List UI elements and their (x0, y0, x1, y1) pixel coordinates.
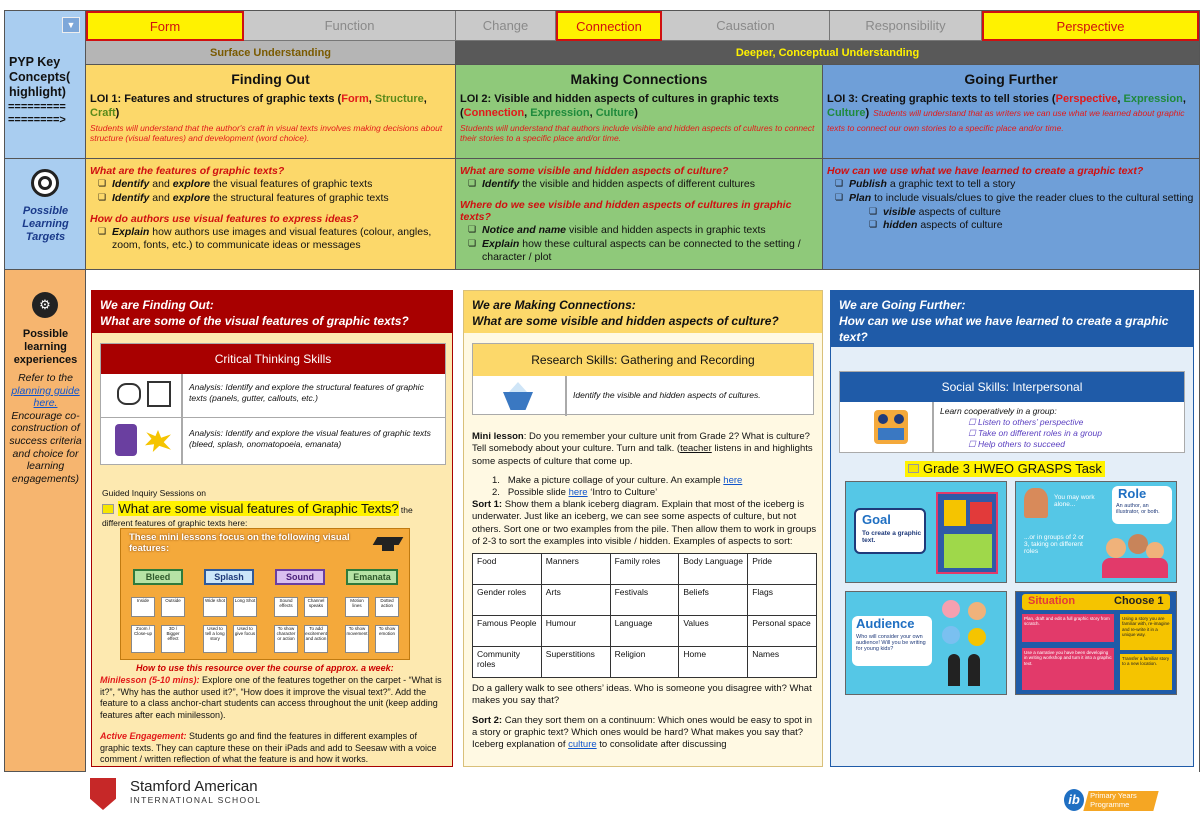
loi2-description: Students will understand that authors include visible and hidden aspects of cultures to connect their stories to a specific place and/or time. (460, 122, 815, 144)
culture-table-row (473, 554, 817, 585)
features-text: different features of graphic texts here: (102, 518, 248, 529)
gallery-walk-text: Do a gallery walk to see others’ ideas. Who is someone you disagree with? What makes you say that? (472, 683, 812, 707)
target-subitem: ❏ hidden aspects of culture (883, 219, 1195, 231)
target-item: ❏ Identify and explore the structural features of graphic texts (112, 192, 451, 205)
pyp-badge (1083, 791, 1158, 811)
target-question: What are the features of graphic texts? (90, 165, 285, 177)
loi3-heading: LOI 3: Creating graphic texts to tell stories (Perspective, Expression, Culture) Students will understand that as writers we can use what we learned about graphic texts to connect our own stories to a specific place and/or time. (827, 93, 1186, 133)
concept-perspective[interactable]: Perspective (982, 11, 1199, 41)
concept-function[interactable]: Function (244, 11, 456, 41)
children-image (1102, 532, 1168, 578)
sub-box: Channel speaks (304, 597, 328, 617)
research-skills-title: Research Skills: Gathering and Recording (473, 344, 813, 376)
burst-icon (145, 430, 171, 452)
intro-slide-link[interactable]: here (568, 487, 588, 498)
card-going-further (830, 290, 1194, 767)
active-engagement-text: Active Engagement: Students go and find the features in different examples of graphic texts. They can capture these on their iPads and add to Seesaw with a voice comment / written reflection of what the feature is and how it works. (100, 731, 437, 765)
loi3-title: Going Further (964, 71, 1058, 87)
collage-example-link[interactable]: here (723, 475, 743, 486)
social-skills-title: Social Skills: Interpersonal (840, 372, 1184, 402)
loi1-cell (86, 65, 456, 159)
culture-table-cell: Manners (541, 554, 610, 585)
dropdown-toggle-icon[interactable]: ▼ (62, 17, 80, 33)
visual-features-link[interactable]: What are some visual features of Graphic Texts? (118, 501, 399, 516)
feature-emanata: Emanata (346, 569, 398, 585)
target-question: Where do we see visible and hidden aspects of cultures in graphic texts? (460, 199, 792, 224)
graduation-cap-icon (375, 533, 401, 553)
loi2-title: Making Connections (570, 71, 708, 87)
possible-learning-targets-label: Possible Learning Targets (22, 205, 69, 244)
experience-icon: ⚙ (32, 292, 58, 318)
feature-bleed: Bleed (133, 569, 183, 585)
comic-collage-image (936, 492, 998, 574)
school-subtitle: INTERNATIONAL SCHOOL (130, 795, 262, 805)
culture-table-cell: Gender roles (473, 585, 542, 616)
target-item: ❏ Publish a graphic text to tell a story (849, 178, 1195, 191)
loi3-cell (823, 65, 1199, 159)
sub-box: To show emotion (375, 625, 399, 653)
target-item: ❏ Explain how these cultural aspects can be connected to the setting / character / plot (482, 238, 818, 264)
targets-col2 (456, 159, 823, 270)
sub-box: Used to give focus (233, 625, 257, 653)
culture-table-cell: Home (679, 647, 748, 678)
loi1-heading: LOI 1: Features and structures of graphic texts (Form, Structure, Craft) (90, 93, 427, 120)
culture-table-cell: Personal space (748, 616, 817, 647)
culture-table-cell: Pride (748, 554, 817, 585)
role-alone-text: You may work alone... (1054, 494, 1095, 508)
how-to-use-heading: How to use this resource over the course of approx. a week: (136, 663, 394, 673)
sub-box: Outside (161, 597, 185, 617)
person-icon (1024, 488, 1048, 518)
culture-table-cell: Flags (748, 585, 817, 616)
tablet-icon (115, 424, 137, 456)
culture-table-row (473, 616, 817, 647)
iceberg-explanation-text: Iceberg explanation of culture to consolidate after discussing (472, 739, 727, 750)
situation-title: Situation (1028, 595, 1076, 607)
loi1-description: Students will understand that the author's craft in visual texts involves making decisions about structure (visual features) and development (word choice). (90, 122, 443, 144)
bullet-listen: ☐ Listen to others’ perspective (968, 417, 1084, 427)
target-subitem: ❏ visible aspects of culture (883, 206, 1195, 218)
critical-thinking-box (100, 343, 446, 465)
culture-table-row (473, 647, 817, 678)
card3-header: We are Going Further: How can we use what we have learned to create a graphic text? (831, 291, 1193, 347)
group-icon (874, 410, 908, 444)
minilesson-text: Minilesson (5-10 mins): Explore one of the features together on the carpet - “What is it?”, “Why has the author used it?”, “How does it improve the visual text?”. Add the feature to a class anchor-chart students can access throughout the unit (keep adding features after each minilesson). (100, 675, 442, 720)
culture-table-cell: Body Language (679, 554, 748, 585)
sub-box: To show character or action (274, 625, 298, 653)
concept-responsibility[interactable]: Responsibility (830, 11, 982, 41)
arrow-text: ========= ========> (8, 101, 66, 127)
sub-box: Motion lines (345, 597, 369, 617)
side-pyp-cell (5, 11, 86, 159)
culture-table-cell: Arts (541, 585, 610, 616)
situation-option: Using a story you are familiar with, re-imagine and re-write it in a unique way. (1120, 614, 1172, 650)
critical-thinking-title: Critical Thinking Skills (101, 344, 445, 374)
deeper-understanding-bar: Deeper, Conceptual Understanding (456, 41, 1199, 65)
role-text: An author, an illustrator, or both. (1116, 503, 1160, 515)
situation-option: Transfer a familiar story to a new location. (1120, 654, 1172, 690)
ib-logo-icon: ib (1064, 789, 1084, 811)
identify-aspects-text: Identify the visible and hidden aspects of cultures. (573, 390, 761, 400)
situation-option: Use a narrative you have been developing in writing workshop and turn it into a graphic text. (1022, 648, 1114, 690)
feature-sound: Sound (275, 569, 325, 585)
planning-guide-link[interactable]: planning guide here. (11, 384, 80, 410)
culture-table-cell: Humour (541, 616, 610, 647)
situation-tile (1015, 591, 1177, 695)
comic-panel-icon (117, 379, 173, 411)
targets-col3 (823, 159, 1199, 270)
culture-table-row (473, 585, 817, 616)
choose-one-label: Choose 1 (1114, 595, 1164, 607)
loi2-heading: LOI 2: Visible and hidden aspects of cultures in graphic texts (Connection, Expression, Culture) (460, 93, 779, 120)
targets-col1 (86, 159, 456, 270)
possible-learning-experiences-label: Possible learning experiences (13, 328, 78, 367)
features-poster (120, 528, 410, 660)
side-experiences-cell (5, 270, 86, 772)
concept-connection[interactable]: Connection (556, 11, 662, 41)
highlight-icon (102, 504, 114, 514)
target-item: ❏ Notice and name visible and hidden aspects in graphic texts (482, 224, 818, 237)
highlight-icon (908, 464, 919, 473)
concept-causation[interactable]: Causation (662, 11, 830, 41)
card-finding-out: We are Finding Out: What are some of the visual features of graphic texts? Critical Thinking Skills Analysis: Identify and explore the structural features of graphic texts (panels, gutter, callouts, etc.) Analysis: Identify and explore the visual features of graphic texts (bleed, splash, onomatopoeia, emanata) Guided Inquiry Sessions on What are some visual features of Graphic Texts? the different features of graphic texts here: These mini lessons focus on the following visual features: Bleed Splash Sound Emanata Inside Outside Wide shot Long Shot Sound effects Channel speaks Motion lines Dotted action Zoom / Close-up 3D / Bigger effect Used to tell a long story Used to give focus To show character or action To add excitement and action To show movement To show emotion How to use this resource over the course of approx. a week: Minilesson (5-10 mins): Explore one of the features together on the carpet - “What is it?”, “Why has the author used it?”, “How does it improve the visual text?”. Add the feature to a class anchor-chart students can access throughout the unit (keep adding features after each minilesson). Active Engagement: Students go and find the features in different examples of graphic texts. They can capture these on their iPads and add to Seesaw with a voice comment / written reflection of what the feature is and how it works. (91, 290, 453, 767)
target-question: What are some visible and hidden aspects of culture? (460, 165, 729, 177)
loi2-cell (456, 65, 823, 159)
role-groups-text: ...or in groups of 2 or 3, taking on different roles (1024, 534, 1084, 555)
role-tile (1015, 481, 1177, 583)
culture-aspects-table (472, 553, 817, 678)
side-targets-cell (5, 159, 86, 270)
situation-option: Plan, draft and edit a full graphic story from scratch. (1022, 614, 1114, 642)
culture-table-cell: Names (748, 647, 817, 678)
card1-header: We are Finding Out: What are some of the visual features of graphic texts? (92, 291, 452, 333)
bullet-help: ☐ Help others to succeed (968, 439, 1065, 449)
target-item: ❏ Explain how authors use images and visual features (colour, angles, zoom, fonts, etc.) to communicate ideas or messages (112, 226, 451, 252)
audience-tile (845, 591, 1007, 695)
culture-table-cell: Superstitions (541, 647, 610, 678)
culture-link[interactable]: culture (568, 739, 597, 750)
sub-box: To show movement (345, 625, 369, 653)
goal-tile (845, 481, 1007, 583)
sub-box: 3D / Bigger effect (161, 625, 185, 653)
poster-title: These mini lessons focus on the following visual features: (129, 532, 350, 554)
school-crest-icon (90, 778, 116, 810)
target-question: How can we use what we have learned to create a graphic text? (827, 165, 1144, 177)
research-skills-box (472, 343, 814, 415)
loi1-title: Finding Out (231, 71, 310, 87)
culture-table-cell: Festivals (610, 585, 679, 616)
slide-item: 2. Possible slide here ‘Intro to Culture’ (492, 487, 658, 498)
feature-splash: Splash (204, 569, 254, 585)
collage-item: 1. Make a picture collage of your culture. An example here (492, 475, 743, 486)
target-icon (31, 169, 59, 197)
audience-text: Who will consider your own audience! Will you be writing for young kids? (856, 634, 926, 652)
iceberg-icon (503, 382, 533, 410)
culture-table-cell: Family roles (610, 554, 679, 585)
sub-box: Inside (131, 597, 155, 617)
culture-table-cell: Religion (610, 647, 679, 678)
grasps-task-title[interactable]: Grade 3 HWEO GRASPS Task (905, 461, 1105, 477)
target-question: How do authors use visual features to express ideas? (90, 213, 359, 226)
culture-table-cell: Food (473, 554, 542, 585)
learn-cooperatively-text: Learn cooperatively in a group: (940, 406, 1057, 416)
surface-understanding-bar: Surface Understanding (86, 41, 456, 65)
planner-frame (4, 10, 1200, 772)
sub-box: Wide shot (203, 597, 227, 617)
culture-table-cell: Famous People (473, 616, 542, 647)
audience-title: Audience (856, 616, 915, 631)
pyp-text-2: Programme (1090, 799, 1130, 809)
culture-table-cell: Community roles (473, 647, 542, 678)
guided-inquiry-text: Guided Inquiry Sessions on (102, 488, 206, 498)
goal-title: Goal (862, 512, 891, 527)
visual-analysis-text: Analysis: Identify and explore the visual features of graphic texts (bleed, splash, onomatopoeia, emanata) (189, 428, 431, 449)
sub-box: Long Shot (233, 597, 257, 617)
pyp-key-concepts-label: PYP Key Concepts( highlight) (9, 55, 71, 99)
sub-box: Dotted action (375, 597, 399, 617)
structural-analysis-text: Analysis: Identify and explore the structural features of graphic texts (panels, gutter, callouts, etc.) (189, 382, 424, 403)
sort1-text: Sort 1: Show them a blank iceberg diagram. Explain that most of the iceberg is underwater. Just like an iceberg, we can see some aspects of culture, but not others. Sort one or two examples from the pile. Then allow them to work in groups of 2-3 to sort the examples into visible / hidden. Examples of aspects to sort: (472, 499, 817, 548)
culture-table-cell: Beliefs (679, 585, 748, 616)
role-title: Role (1118, 486, 1147, 501)
bullet-roles: ☐ Take on different roles in a group (968, 428, 1102, 438)
sort2-text: Sort 2: Can they sort them on a continuum: Which ones would be easy to spot in a story or graphic text? Which ones would be hard? What makes you say that? (472, 715, 813, 739)
concept-change[interactable]: Change (456, 11, 556, 41)
culture-table-cell: Language (610, 616, 679, 647)
goal-text: To create a graphic text. (862, 530, 922, 544)
sub-box: Zoom / Close-up (131, 625, 155, 653)
target-item: ❏ Plan to include visuals/clues to give the reader clues to the cultural setting (849, 192, 1195, 205)
school-name: Stamford American (130, 778, 258, 795)
target-item: ❏ Identify and explore the visual features of graphic texts (112, 178, 451, 191)
encourage-text: Encourage co-construction of success criteria and choice for learning engagements) (9, 409, 82, 485)
card2-header: We are Making Connections: What are some visible and hidden aspects of culture? (464, 291, 822, 333)
pyp-text-1: Primary Years (1090, 791, 1137, 800)
target-item: ❏ Identify the visible and hidden aspects of different cultures (482, 178, 818, 191)
sub-box: Sound effects (274, 597, 298, 617)
audience-people-image (938, 598, 1002, 690)
concept-form[interactable]: Form (86, 11, 244, 41)
culture-table-cell: Values (679, 616, 748, 647)
card-making-connections (463, 290, 823, 767)
sub-box: To add excitement and action (304, 625, 328, 653)
sub-box: Used to tell a long story (203, 625, 227, 653)
social-skills-box (839, 371, 1185, 453)
mini-lesson-text: Mini lesson: Do you remember your culture unit from Grade 2? What is culture? Tell somebody about your culture. Turn and talk. (teacher listens in and highlights some aspects of culture that come up. (472, 431, 813, 467)
refer-text: Refer to the (18, 372, 73, 384)
